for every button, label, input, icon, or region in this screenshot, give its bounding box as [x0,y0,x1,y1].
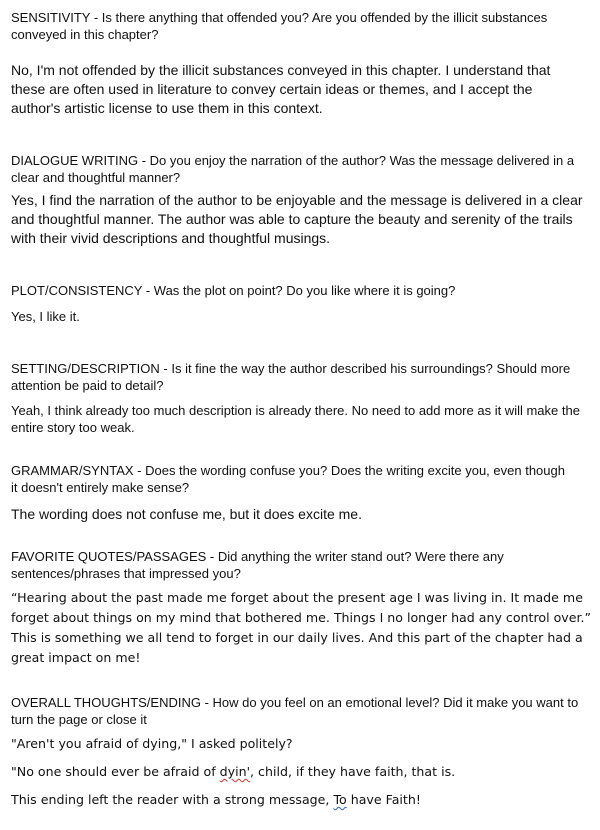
overall-quote-line-1: "Aren't you afraid of dying," I asked politely? [11,736,293,751]
plot-question: PLOT/CONSISTENCY - Was the plot on point? Do you like where it is going? [11,283,456,298]
plot-answer: Yes, I like it. [11,309,80,324]
sensitivity-question: SENSITIVITY - Is there anything that offended you? Are you offended by the illicit substances conveyed in this chapter? [11,10,548,42]
spelling-flagged-word[interactable]: dyin' [219,764,251,779]
grammar-answer: The wording does not confuse me, but it does excite me. [11,506,362,522]
grammar-flagged-word[interactable]: To [333,792,347,807]
overall-line-3-start: This ending left the reader with a strong message, [11,792,334,807]
dialogue-question: DIALOGUE WRITING - Do you enjoy the narration of the author? Was the message delivered in a clear and thoughtful manner? [11,153,575,185]
dialogue-answer: Yes, I find the narration of the author to be enjoyable and the message is delivered in a clear and thoughtful manner. The author was able to capture the beauty and serenity of the trails with their vivid descriptions and thoughtful musings. [11,192,583,246]
quotes-question: FAVORITE QUOTES/PASSAGES - Did anything the writer stand out? Were there any sentences/phrases that impressed you? [11,549,504,581]
grammar-question: GRAMMAR/SYNTAX - Does the wording confuse you? Does the writing excite you, even though it doesn't entirely make sense? [11,463,565,495]
setting-answer: Yeah, I think already too much description is already there. No need to add more as it will make the entire story too weak. [11,403,580,435]
overall-line-3-end: have Faith! [346,792,421,807]
review-document [11,9,593,810]
overall-line-2-end: , child, if they have faith, that is. [250,764,456,779]
overall-ending-line [11,790,593,810]
setting-question: SETTING/DESCRIPTION - Is it fine the way the author described his surroundings? Should more attention be paid to detail? [11,361,571,393]
quotes-answer: “Hearing about the past made me forget about the present age I was living in. It made me forget about things on my mind that bothered me. Things I no longer had any control over.” This is something we all tend to forget in our daily lives. And this part of the chapter had a great impact on me! [11,590,592,665]
overall-quote-line-2 [11,762,593,782]
sensitivity-answer: No, I'm not offended by the illicit substances conveyed in this chapter. I understand that these are often used in literature to convey certain ideas or themes, and I accept the author's artistic license to use them in this context. [11,62,551,116]
overall-line-2-start: "No one should ever be afraid of [11,764,220,779]
overall-question: OVERALL THOUGHTS/ENDING - How do you feel on an emotional level? Did it make you want to turn the page or close it [11,695,579,727]
